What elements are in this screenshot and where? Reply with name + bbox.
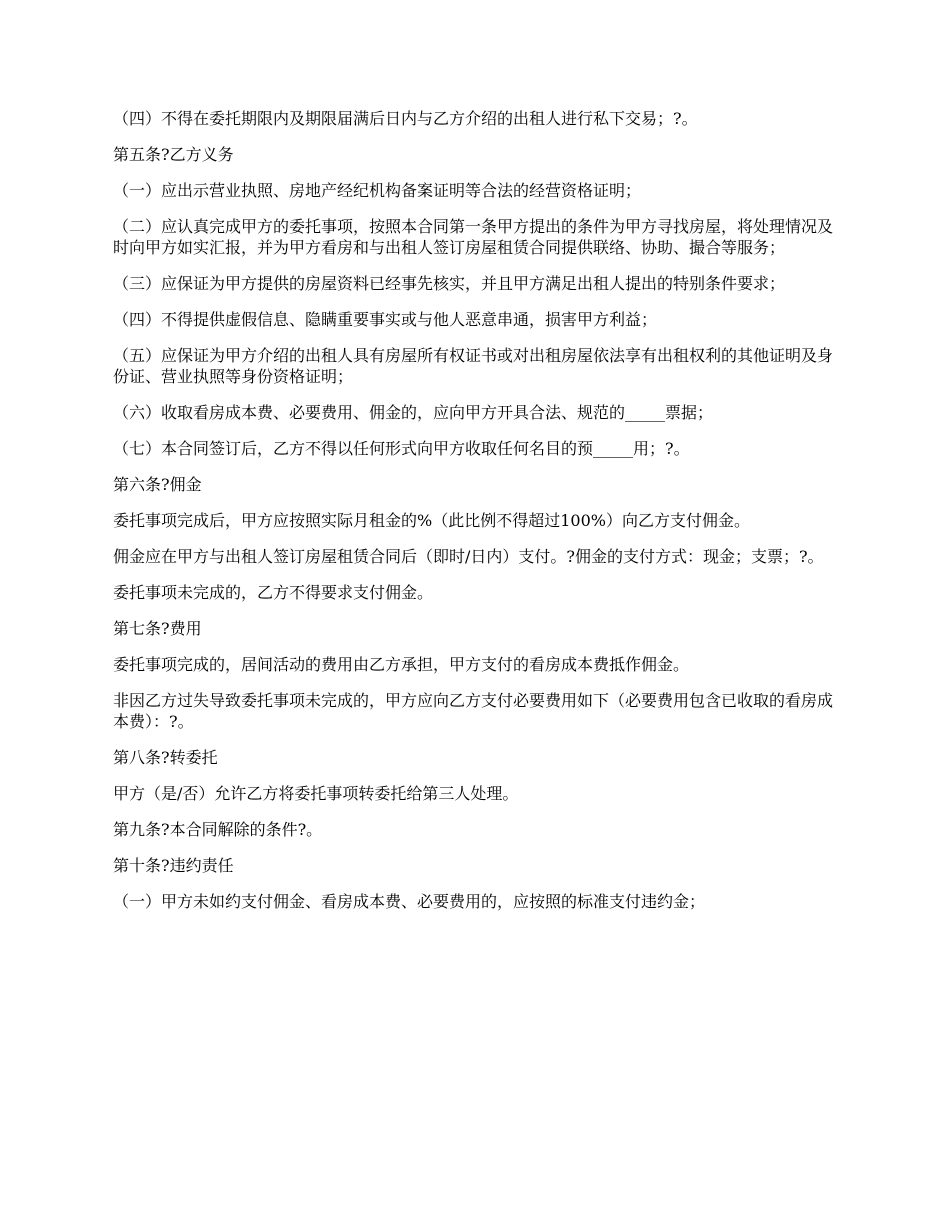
article-6-heading: 第六条?佣金 <box>113 475 202 494</box>
fees-completed-paragraph: 委托事项完成的，居间活动的费用由乙方承担，甲方支付的看房成本费抵作佣金。 <box>113 655 690 674</box>
clause-5-7-paragraph: （七）本合同签订后，乙方不得以任何形式向甲方收取任何名目的预_____用；?。 <box>113 439 690 458</box>
document-page <box>113 108 843 927</box>
clause-10-1-paragraph: （一）甲方未如约支付佣金、看房成本费、必要费用的，应按照的标准支付违约金； <box>113 892 706 911</box>
article-10-heading: 第十条?违约责任 <box>113 856 234 875</box>
commission-payment-paragraph: 佣金应在甲方与出租人签订房屋租赁合同后（即时/日内）支付。?佣金的支付方式：现金；支票；?。 <box>113 547 824 566</box>
clause-5-3-paragraph: （三）应保证为甲方提供的房屋资料已经事先核实，并且甲方满足出租人提出的特别条件要求； <box>113 274 786 293</box>
subdelegation-paragraph: 甲方（是/否）允许乙方将委托事项转委托给第三人处理。 <box>113 784 519 803</box>
clause-5-6-paragraph: （六）收取看房成本费、必要费用、佣金的，应向甲方开具合法、规范的_____票据； <box>113 403 714 422</box>
commission-incomplete-paragraph: 委托事项未完成的，乙方不得要求支付佣金。 <box>113 583 434 602</box>
article-8-heading: 第八条?转委托 <box>113 748 218 767</box>
clause-5-1-paragraph: （一）应出示营业执照、房地产经纪机构备案证明等合法的经营资格证明； <box>113 181 642 200</box>
clause-5-2-paragraph: （二）应认真完成甲方的委托事项，按照本合同第一条甲方提出的条件为甲方寻找房屋，将处理情况及时向甲方如实汇报，并为甲方看房和与出租人签订房屋租赁合同提供联络、协助、撮合等服务； <box>113 217 834 257</box>
article-7-heading: 第七条?费用 <box>113 619 202 638</box>
fees-incomplete-paragraph: 非因乙方过失导致委托事项未完成的，甲方应向乙方支付必要费用如下（必要费用包含已收取的看房成本费）：?。 <box>113 691 834 731</box>
clause-5-5-paragraph: （五）应保证为甲方介绍的出租人具有房屋所有权证书或对出租房屋依法享有出租权利的其他证明及身份证、营业执照等身份资格证明； <box>113 346 834 386</box>
clause-5-4-paragraph: （四）不得提供虚假信息、隐瞒重要事实或与他人恶意串通，损害甲方利益； <box>113 310 658 329</box>
article-9-heading: 第九条?本合同解除的条件?。 <box>113 820 323 839</box>
commission-rate-paragraph: 委托事项完成后，甲方应按照实际月租金的%（此比例不得超过100%）向乙方支付佣金。 <box>113 511 750 530</box>
clause-4-4-paragraph: （四）不得在委托期限内及期限届满后日内与乙方介绍的出租人进行私下交易；?。 <box>113 109 698 128</box>
article-5-heading: 第五条?乙方义务 <box>113 145 234 164</box>
